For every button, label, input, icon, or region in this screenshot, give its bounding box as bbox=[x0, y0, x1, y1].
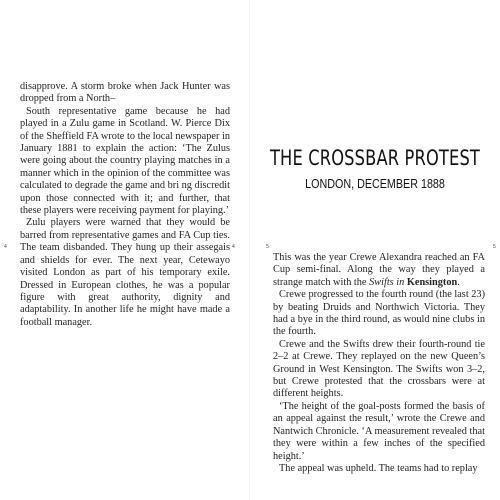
paragraph-text: This was the year Crewe Alexandra reached an FA Cup semi-final. Along the way they played a strange match with the bbox=[273, 252, 485, 288]
chapter-title: THE CROSSBAR PROTEST bbox=[269, 146, 481, 170]
paragraph-text: . bbox=[457, 276, 460, 288]
page-number: 4 bbox=[4, 244, 7, 250]
left-text-column bbox=[20, 81, 230, 329]
chapter-subtitle: LONDON, DECEMBER 1888 bbox=[305, 177, 445, 191]
page-number: 5 bbox=[493, 244, 496, 250]
page-number: 4 bbox=[232, 244, 235, 250]
paragraph: ‘The height of the goal-posts formed the basis of an appeal against the result,’ wrote the Crewe and Nantwich Chronicle. ‘A measurement revealed that they were within a few inches of the specified height.’ bbox=[273, 400, 485, 462]
bold-text: Kensington bbox=[406, 276, 458, 288]
paragraph: South representative game because he had played in a Zulu game in Scotland. W. Pierce Dix of the Sheffield FA wrote to the local newspaper in January 1881 to explain the action: ‘The Zulus were going about the country playing matches in a manner which in the opinion of the committee was calculated to degrade the game and bri ng discredit upon those connected with it; and further, that these players were receiving payment for playing.’ bbox=[20, 105, 230, 217]
paragraph: The appeal was upheld. The teams had to replay bbox=[279, 462, 478, 474]
right-text-column bbox=[273, 252, 485, 475]
paragraph bbox=[273, 252, 485, 289]
emphasis-text: Swifts in bbox=[369, 276, 405, 288]
paragraph: Zulu players were warned that they would be barred from representative games and FA Cup ties. The team disbanded. They hung up their assegais and shields for ever. The next year, Cetewayo visited London as part of his temporary exile. Dressed in European clothes, he was a popular figure with great authority, dignity and adaptability. In another life he might have made a football manager. bbox=[20, 217, 230, 328]
paragraph: Crewe progressed to the fourth round (the last 23) by beating Druids and Northwich Victoria. They had a bye in the third round, as would nine clubs in the fourth. bbox=[273, 289, 485, 338]
paragraph: Crewe and the Swifts drew their fourth-round tie 2–2 at Crewe. They replayed on the new Queen’s Ground in West Kensington. The Swifts won 3–2, but Crewe protested that the crossbars were at different heights. bbox=[273, 338, 485, 400]
right-page bbox=[250, 0, 500, 500]
page-number: 5 bbox=[266, 244, 269, 250]
paragraph: disapprove. A storm broke when Jack Hunter was dropped from a North– bbox=[20, 81, 230, 105]
